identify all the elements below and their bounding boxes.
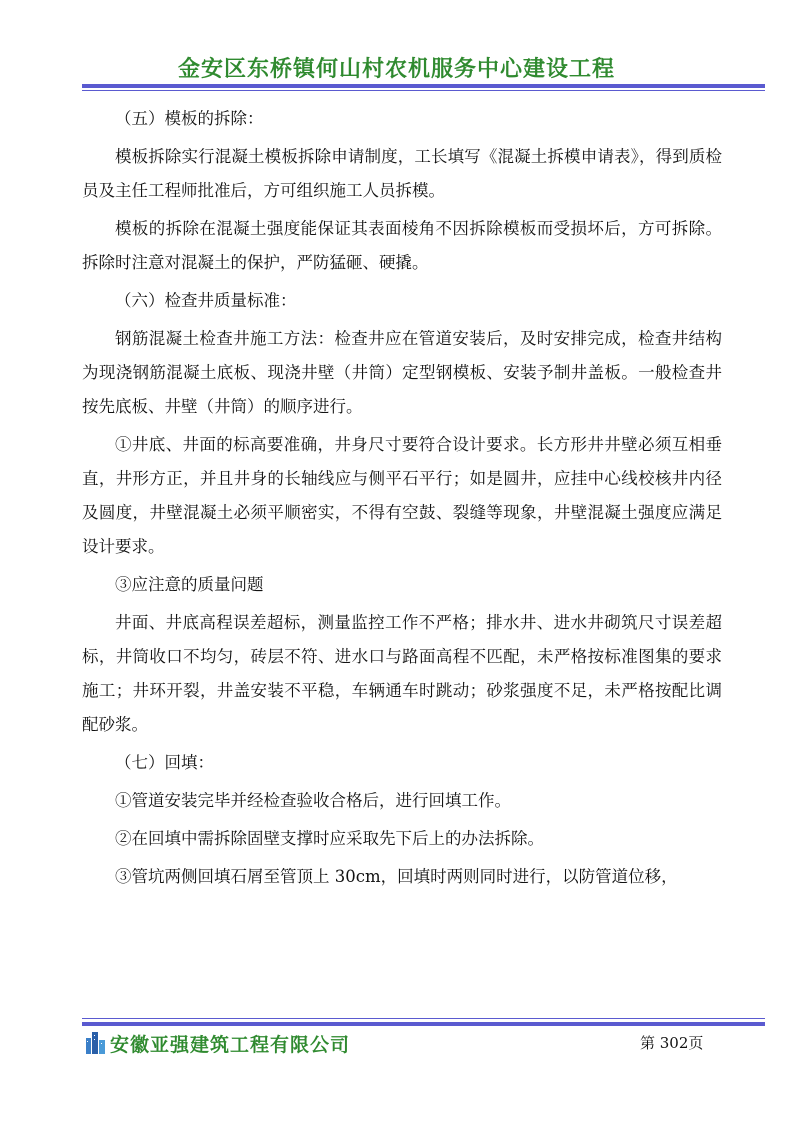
document-body	[82, 102, 722, 898]
section-heading: （五）模板的拆除：	[115, 109, 264, 128]
body-paragraph: ①井底、井面的标高要准确，井身尺寸要符合设计要求。长方形井井壁必须互相垂直，井形方正，并且井身的长轴线应与侧平石平行；如是圆井，应挂中心线校核井内径及圆度，井壁混凝土必须平顺密实，不得有空鼓、裂缝等现象，井壁混凝土强度应满足设计要求。	[82, 435, 722, 556]
body-paragraph: 模板的拆除在混凝土强度能保证其表面棱角不因拆除模板而受损坏后，方可拆除。拆除时注意对混凝土的保护，严防猛砸、硬撬。	[82, 219, 722, 272]
section-heading: （七）回填：	[115, 753, 214, 772]
document-header-title: 金安区东桥镇何山村农机服务中心建设工程	[177, 57, 615, 82]
subsection-heading: ③应注意的质量问题	[115, 575, 264, 594]
body-paragraph: 模板拆除实行混凝土模板拆除申请制度，工长填写《混凝土拆模申请表》，得到质检员及主任工程师批准后，方可组织施工人员拆模。	[82, 147, 722, 200]
section-heading: （六）检查井质量标准：	[115, 291, 297, 310]
building-logo-icon	[85, 1030, 107, 1054]
footer-rule-thin	[82, 1018, 765, 1019]
page-number: 第 302页	[640, 1034, 704, 1052]
footer-company-name: 安徽亚强建筑工程有限公司	[110, 1034, 351, 1056]
list-item: ②在回填中需拆除固壁支撑时应采取先下后上的办法拆除。	[115, 829, 544, 848]
header-rule-thin	[82, 90, 765, 91]
body-paragraph: 井面、井底高程误差超标，测量监控工作不严格；排水井、进水井砌筑尺寸误差超标，井筒收口不均匀，砖层不符、进水口与路面高程不匹配，未严格按标准图集的要求施工；井环开裂，井盖安装不平稳，车辆通车时跳动；砂浆强度不足，未严格按配比调配砂浆。	[82, 613, 722, 734]
list-item: ①管道安装完毕并经检查验收合格后，进行回填工作。	[115, 791, 511, 810]
body-paragraph: 钢筋混凝土检查井施工方法：检查井应在管道安装后，及时安排完成，检查井结构为现浇钢筋混凝土底板、现浇井壁（井筒）定型钢模板、安装予制井盖板。一般检查井按先底板、井壁（井筒）的顺序进行。	[82, 329, 722, 416]
list-item: ③管坑两侧回填石屑至管顶上 30cm，回填时两则同时进行，以防管道位移，	[115, 867, 678, 886]
header-rule-thick	[82, 84, 765, 88]
footer-rule-thick	[82, 1022, 765, 1026]
